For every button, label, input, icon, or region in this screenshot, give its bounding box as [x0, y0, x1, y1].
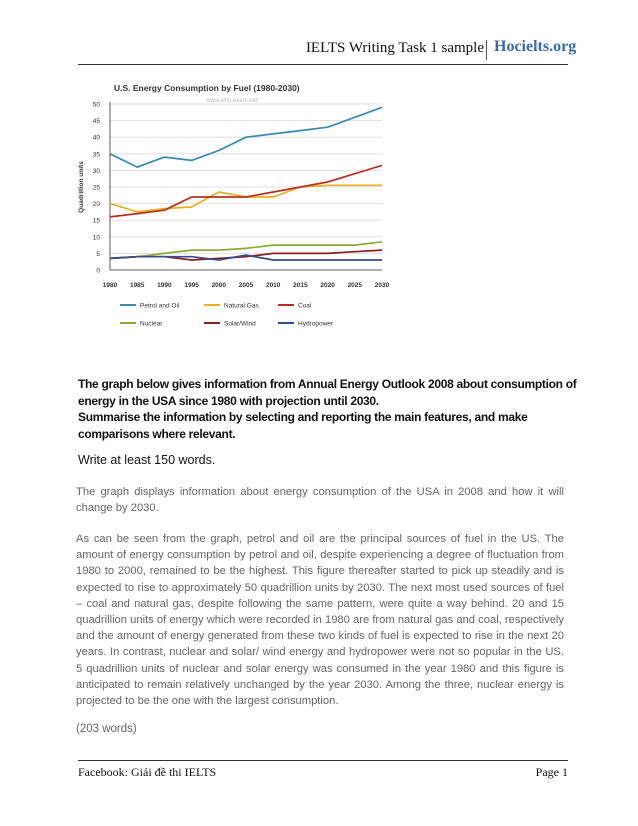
legend-label: Petrol and Oil: [140, 302, 180, 310]
essay-body: As can be seen from the graph, petrol and oil are the principal sources of fuel in the US. The amount of energy consumption by petrol and oil, despite experiencing a degree of fluctuation from 1980 to 2000, remained to be the highest. This figure thereafter started to pick up steadily and is expected to rise to approximately 50 quadrillion units by 2030. The next most used sources of fuel – coal and natural gas, despite following the same pattern, were quite a way behind. 20 and 15 quadrillion units of energy which were recorded in 1980 are from natural gas and coal, respectively and the amount of energy generated from these two kinds of fuel is expected to rise in the next 20 years. In contrast, nuclear and solar/ wind energy and hydropower were not so popular in the US. 5 quadrillion units of nuclear and solar energy was consumed in the year 1980 and this figure is anticipated to remain relatively unchanged by the year 2030. Among the three, nuclear energy is projected to be the one with the largest consumption.: [76, 533, 564, 708]
y-tick-label: 40: [92, 134, 100, 142]
task-line: Summarise the information by selecting and reporting the main features, and make: [78, 410, 528, 424]
header-brand: Hocielts.org: [494, 38, 577, 55]
x-tick-label: 1985: [129, 282, 145, 289]
legend-label: Natural Gas: [224, 302, 259, 310]
x-tick-label: 2000: [211, 282, 227, 289]
page-header: [0, 38, 577, 62]
chart-subtitle: www.ielts-exam.net: [206, 98, 258, 104]
legend-label: Solar/Wind: [224, 320, 256, 328]
header-title: IELTS Writing Task 1 sample: [305, 40, 484, 56]
y-tick-label: 50: [92, 101, 100, 109]
header-rule: [78, 64, 568, 65]
x-tick-label: 1980: [102, 282, 118, 289]
essay-intro: The graph displays information about energy consumption of the USA in 2008 and how it will change by 2030.: [76, 486, 564, 515]
task-prompt: [78, 376, 578, 442]
series-line: [110, 165, 382, 217]
y-tick-label: 10: [92, 234, 100, 242]
series-line: [110, 185, 382, 212]
x-tick-label: 2030: [374, 282, 390, 289]
x-tick-label: 2020: [320, 282, 335, 289]
word-count: (203 words): [76, 723, 137, 735]
energy-chart: [76, 74, 392, 344]
task-line: The graph below gives information from Annual Energy Outlook 2008 about consumption of: [78, 377, 577, 391]
chart-title: U.S. Energy Consumption by Fuel (1980-2030): [114, 83, 300, 93]
x-tick-label: 2025: [347, 282, 363, 289]
x-tick-label: 1995: [184, 282, 199, 289]
y-tick-label: 15: [92, 217, 100, 225]
y-tick-label: 25: [92, 184, 100, 192]
legend-label: Hydropower: [298, 320, 334, 328]
header-separator: [486, 40, 487, 60]
x-tick-label: 2010: [265, 282, 281, 289]
word-instruction: Write at least 150 words.: [78, 453, 216, 467]
y-tick-label: 20: [92, 201, 100, 209]
legend-label: Nuclear: [140, 320, 163, 328]
energy-chart-svg: [76, 74, 392, 344]
y-tick-label: 35: [92, 151, 100, 159]
y-axis-label: Quadrillion units: [78, 161, 85, 213]
y-tick-label: 5: [96, 250, 100, 258]
legend-label: Coal: [298, 302, 312, 310]
page-number: Page 1: [535, 765, 568, 779]
y-tick-label: 45: [92, 118, 100, 126]
x-tick-label: 2015: [293, 282, 308, 289]
y-tick-label: 0: [96, 267, 100, 275]
x-tick-label: 2005: [238, 282, 254, 289]
task-line: energy in the USA since 1980 with projection until 2030.: [78, 393, 379, 408]
task-line: comparisons where relevant.: [78, 426, 236, 441]
footer-rule: [78, 760, 568, 761]
footer-facebook: Facebook: Giải đề thi IELTS: [78, 765, 217, 779]
y-tick-label: 30: [92, 167, 100, 175]
x-tick-label: 1990: [157, 282, 172, 289]
